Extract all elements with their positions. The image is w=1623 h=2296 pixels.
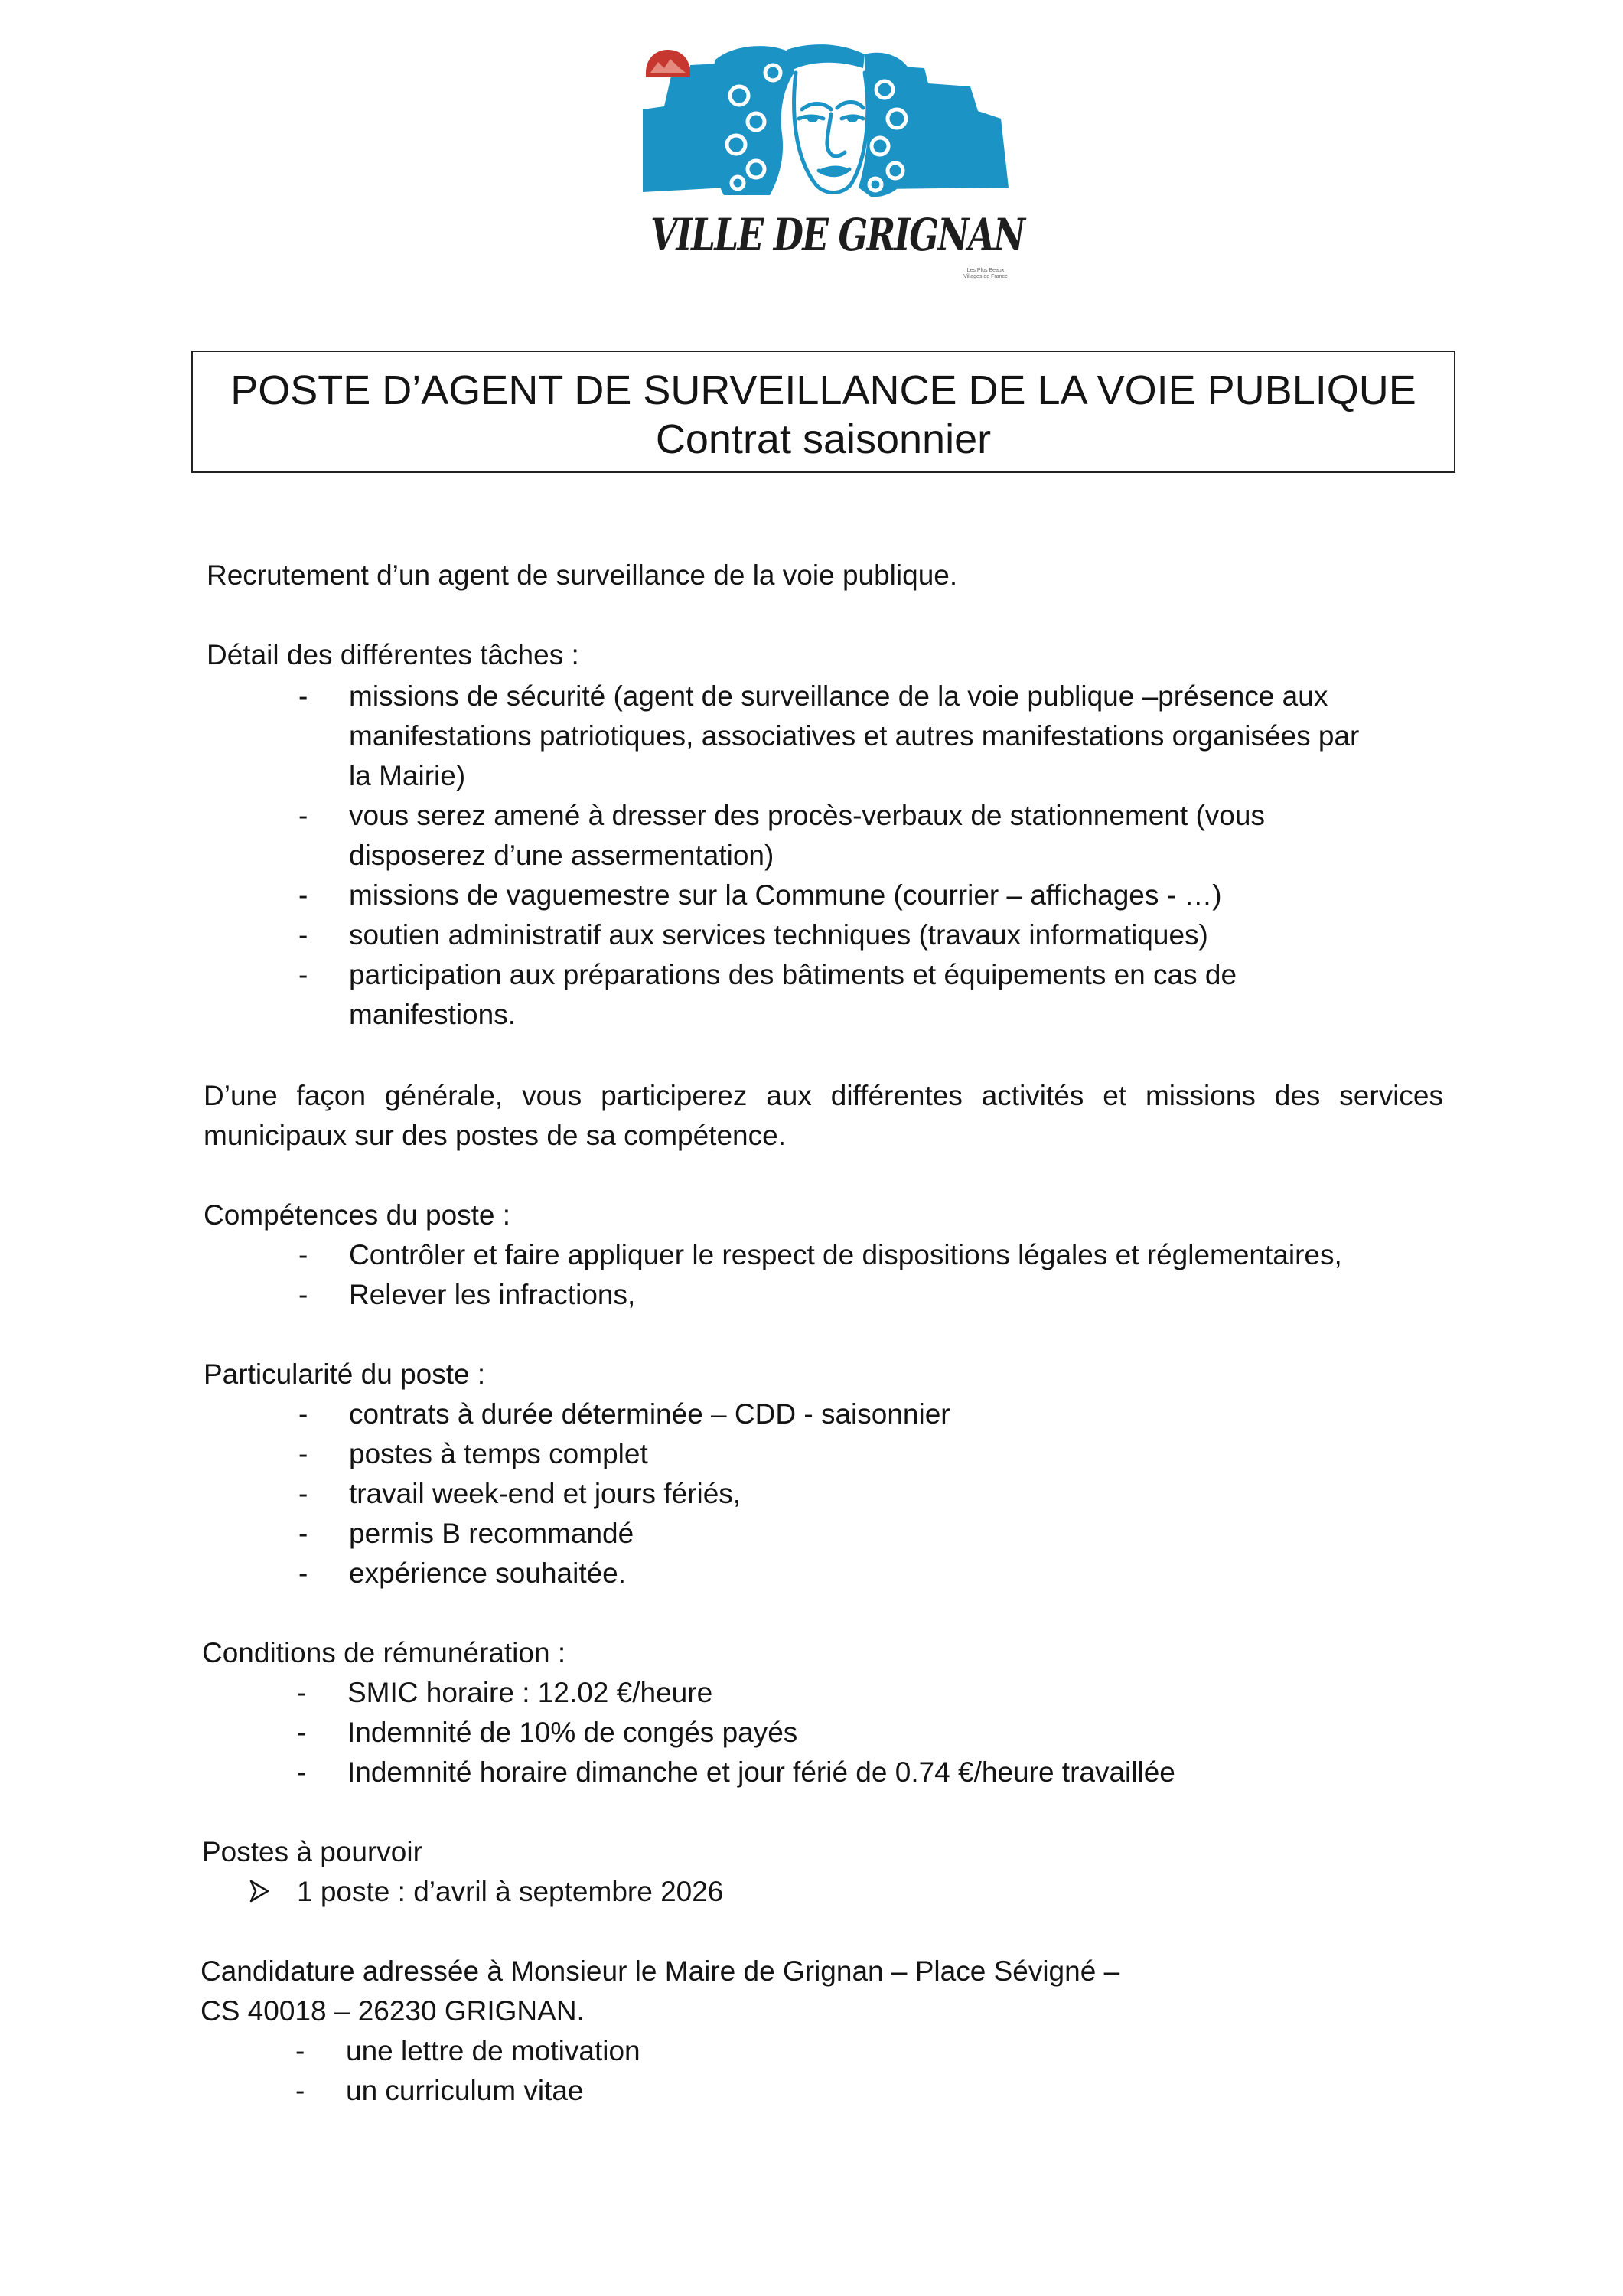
- bullet-dash: -: [298, 919, 308, 951]
- ville-de-grignan-logo: [641, 42, 1025, 279]
- bullet-dash: -: [298, 1438, 308, 1469]
- skills-heading: Compétences du poste :: [204, 1199, 511, 1231]
- openings-heading: Postes à pourvoir: [202, 1836, 422, 1867]
- task-item-line: missions de vaguemestre sur la Commune (courrier – affichages - …): [349, 879, 1222, 911]
- application-address-line1: Candidature adressée à Monsieur le Maire de Grignan – Place Sévigné –: [200, 1955, 1120, 1987]
- job-title: POSTE D’AGENT DE SURVEILLANCE DE LA VOIE PUBLIQUE: [230, 367, 1416, 413]
- bullet-dash: -: [298, 1478, 308, 1509]
- pay-item: Indemnité horaire dimanche et jour férié de 0.74 €/heure travaillée: [347, 1756, 1175, 1788]
- pay-item: Indemnité de 10% de congés payés: [347, 1717, 798, 1748]
- general-paragraph-line1: D’une façon générale, vous participerez aux différentes activités et missions des services: [204, 1080, 1443, 1111]
- bullet-dash: -: [295, 2035, 305, 2066]
- logo-town-name: VILLE DE GRIGNAN: [650, 209, 1025, 261]
- pay-item: SMIC horaire : 12.02 €/heure: [347, 1677, 713, 1708]
- task-item-line: participation aux préparations des bâtiments et équipements en cas de: [349, 959, 1237, 990]
- skill-item: Relever les infractions,: [349, 1279, 636, 1310]
- plus-beaux-villages-badge-icon: [641, 42, 695, 96]
- bullet-dash: -: [297, 1756, 307, 1788]
- application-address-line2: CS 40018 – 26230 GRIGNAN.: [200, 1995, 585, 2027]
- general-paragraph-line2: municipaux sur des postes de sa compétence.: [204, 1120, 786, 1151]
- particular-item: expérience souhaitée.: [349, 1557, 627, 1589]
- bullet-dash: -: [297, 1717, 307, 1748]
- skill-item: Contrôler et faire appliquer le respect de dispositions légales et réglementaires,: [349, 1239, 1342, 1270]
- task-item-line: soutien administratif aux services techniques (travaux informatiques): [349, 919, 1208, 951]
- grignan-face-emblem: [641, 42, 1016, 207]
- particular-item: postes à temps complet: [349, 1438, 648, 1469]
- opening-item: 1 poste : d’avril à septembre 2026: [297, 1876, 724, 1907]
- application-item: une lettre de motivation: [346, 2035, 640, 2066]
- bullet-dash: -: [298, 959, 308, 990]
- task-item-line: manifestations patriotiques, associatives et autres manifestations organisées par: [349, 720, 1360, 752]
- contract-type: Contrat saisonnier: [655, 416, 992, 462]
- bullet-dash: -: [295, 2075, 305, 2106]
- task-item-line: la Mairie): [349, 760, 466, 791]
- task-item-line: vous serez amené à dresser des procès-verbaux de stationnement (vous: [349, 800, 1265, 831]
- bullet-dash: -: [298, 1557, 308, 1589]
- task-item-line: manifestions.: [349, 999, 516, 1030]
- bullet-dash: -: [298, 1398, 308, 1430]
- bullet-dash: -: [298, 1518, 308, 1549]
- particular-item: travail week-end et jours fériés,: [349, 1478, 741, 1509]
- task-item-line: missions de sécurité (agent de surveillance de la voie publique –présence aux: [349, 680, 1328, 712]
- particular-item: contrats à durée déterminée – CDD - saisonnier: [349, 1398, 950, 1430]
- bullet-dash: -: [298, 800, 308, 831]
- particular-item: permis B recommandé: [349, 1518, 634, 1549]
- bullet-dash: -: [297, 1677, 307, 1708]
- particulars-heading: Particularité du poste :: [204, 1358, 486, 1390]
- bullet-dash: -: [298, 1239, 308, 1270]
- application-item: un curriculum vitae: [346, 2075, 584, 2106]
- intro-text: Recrutement d’un agent de surveillance de la voie publique.: [207, 559, 958, 591]
- badge-caption: Les Plus Beaux Villages de France: [963, 268, 1008, 279]
- bullet-dash: -: [298, 1279, 308, 1310]
- task-item-line: disposerez d’une assermentation): [349, 840, 774, 871]
- tasks-heading: Détail des différentes tâches :: [207, 639, 579, 670]
- arrow-bullet-icon: [249, 1880, 269, 1903]
- bullet-dash: -: [298, 879, 308, 911]
- job-title-box: [191, 351, 1455, 473]
- bullet-dash: -: [298, 680, 308, 712]
- pay-heading: Conditions de rémunération :: [202, 1637, 566, 1668]
